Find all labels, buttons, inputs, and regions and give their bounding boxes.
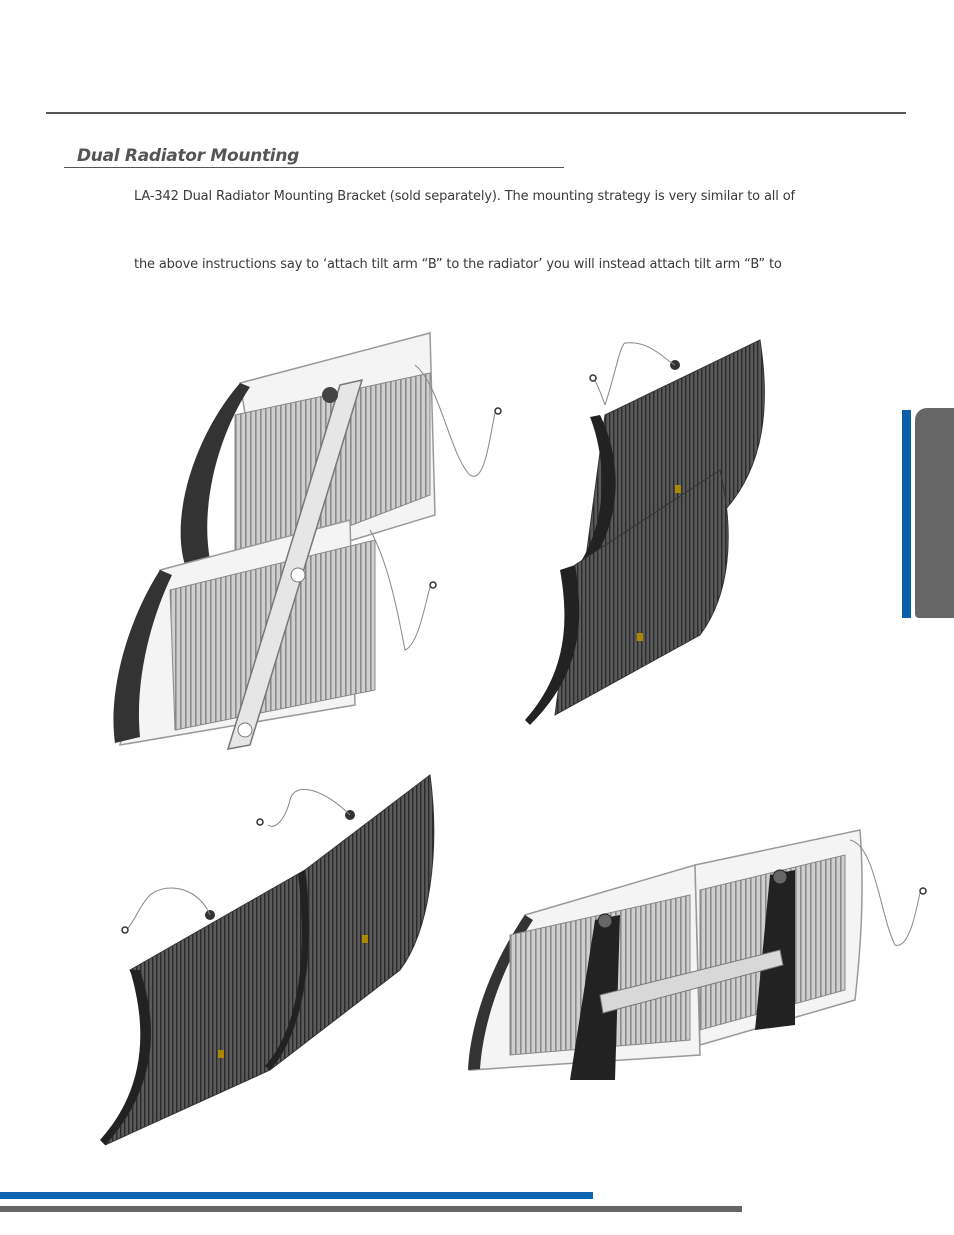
radiator-illustration xyxy=(465,825,935,1085)
figure-horizontal-dual-rear-view xyxy=(465,825,935,1085)
figure-vertical-dual-rear-view xyxy=(100,325,520,755)
body-text-line-1: LA-342 Dual Radiator Mounting Bracket (sold separately). The mounting strategy is very similar to all of xyxy=(134,189,795,204)
section-title-underline xyxy=(64,167,564,168)
side-tab-accent xyxy=(902,410,911,618)
section-title: Dual Radiator Mounting xyxy=(77,146,299,166)
radiator-illustration xyxy=(100,325,520,755)
side-tab xyxy=(915,408,954,618)
footer-accent-bar xyxy=(0,1192,593,1199)
figure-horizontal-dual-front-view xyxy=(100,770,440,1150)
body-text-line-2: the above instructions say to ‘attach tilt arm “B” to the radiator’ you will instead attach tilt arm “B” to xyxy=(134,257,782,272)
footer-rule xyxy=(0,1206,742,1212)
header-rule xyxy=(46,112,906,114)
radiator-illustration xyxy=(525,335,775,730)
figure-vertical-dual-front-view xyxy=(525,335,775,730)
radiator-illustration xyxy=(100,770,440,1150)
